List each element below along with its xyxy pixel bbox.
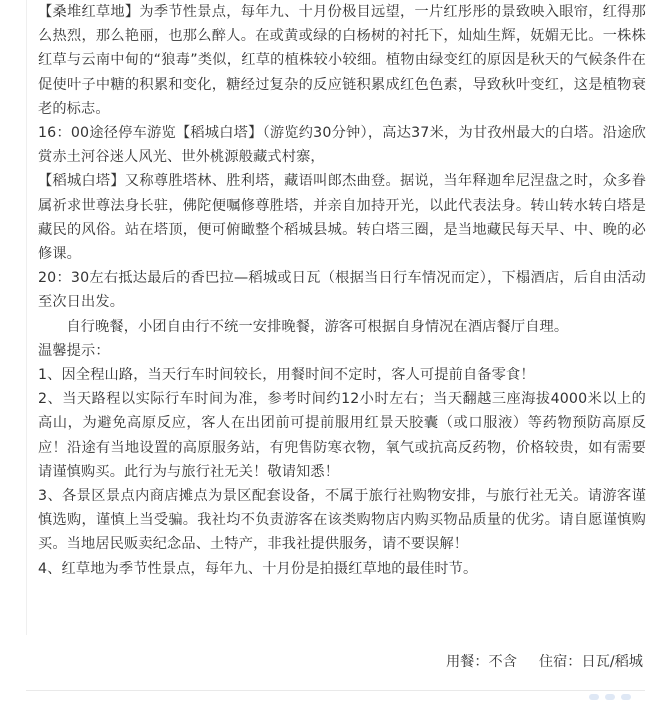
dot-shape bbox=[605, 694, 615, 700]
tip-item-2: 2、当天路程以实际行车时间为准，参考时间约12小时左右；当天翻越三座海拔4000米以上的高山，为避免高原反应，客人在出团前可提前服用红景天胶囊（或口服液）等药物预防高原反应！沿途有当地设置的高原服务站，有兜售防寒衣物，氧气或抗高反药物，价格较贵，如有需要请谨慎购买。此行为与旅行社无关！敬请知悉！ bbox=[38, 391, 646, 480]
tip-item-4: 4、红草地为季节性景点，每年九、十月份是拍摄红草地的最佳时节。 bbox=[38, 560, 478, 577]
tip-item-3: 3、各景区景点内商店摊点为景区配套设备，不属于旅行社购物安排，与旅行社无关。请游客谨慎选购，谨慎上当受骗。我社均不负责游客在该类购物店内购买物品质量的优劣。请自愿谨慎购买。当地居民贩卖纪念品、土特产，非我社提供服务，请不要误解！ bbox=[38, 488, 646, 553]
meal-info: 用餐：不含 bbox=[445, 654, 517, 670]
lodging-info: 住宿：日瓦/稻城 bbox=[538, 654, 643, 670]
dot-shape bbox=[621, 694, 631, 700]
left-border-line bbox=[26, 0, 27, 635]
itinerary-text bbox=[38, 0, 646, 581]
paragraph-dinner: 自行晚餐，小团自由行不统一安排晚餐，游客可根据自身情况在酒店餐厅自理。 bbox=[66, 318, 569, 335]
decorative-dots bbox=[589, 694, 631, 700]
paragraph-arrival: 20：30左右抵达最后的香巴拉—稻城或日瓦（根据当日行车情况而定），下榻酒店，后自由活动至次日出发。 bbox=[38, 270, 646, 311]
paragraph-white-pagoda-visit: 16：00途径停车游览【稻城白塔】（游览约30分钟），高达37米，为甘孜州最大的白塔。沿途欣赏赤土河谷迷人风光、世外桃源般藏式村寨， bbox=[38, 125, 646, 166]
tips-heading: 温馨提示： bbox=[38, 342, 110, 359]
paragraph-red-grassland: 【桑堆红草地】为季节性景点，每年九、十月份极目远望，一片红彤彤的景致映入眼帘，红得那么热烈，那么艳丽，也那么醉人。在或黄或绿的白杨树的衬托下，灿灿生辉，妩媚无比。一株株红草与云南中甸的“狼毒”类似，红草的植株较小较细。植物由绿变红的原因是秋天的气候条件在促使叶子中糖的积累和变化，糖经过复杂的反应链积累成红色色素，导致秋叶变红，这是植物衰老的标志。 bbox=[38, 4, 646, 117]
dot-shape bbox=[589, 694, 599, 700]
footer-divider bbox=[26, 690, 645, 691]
meal-lodging-footer bbox=[446, 652, 643, 672]
tip-item-1: 1、因全程山路，当天行车时间较长，用餐时间不定时，客人可提前自备零食！ bbox=[38, 367, 535, 384]
paragraph-white-pagoda-intro: 【稻城白塔】又称尊胜塔林、胜利塔，藏语叫郎杰曲登。据说，当年释迦牟尼涅盘之时，众多眷属祈求世尊法身长驻，佛陀便嘱修尊胜塔，并亲自加持开光，以此代表法身。转山转水转白塔是藏民的风俗。站在塔顶，便可俯瞰整个稻城县城。转白塔三圈，是当地藏民每天早、中、晚的必修课。 bbox=[38, 173, 646, 263]
